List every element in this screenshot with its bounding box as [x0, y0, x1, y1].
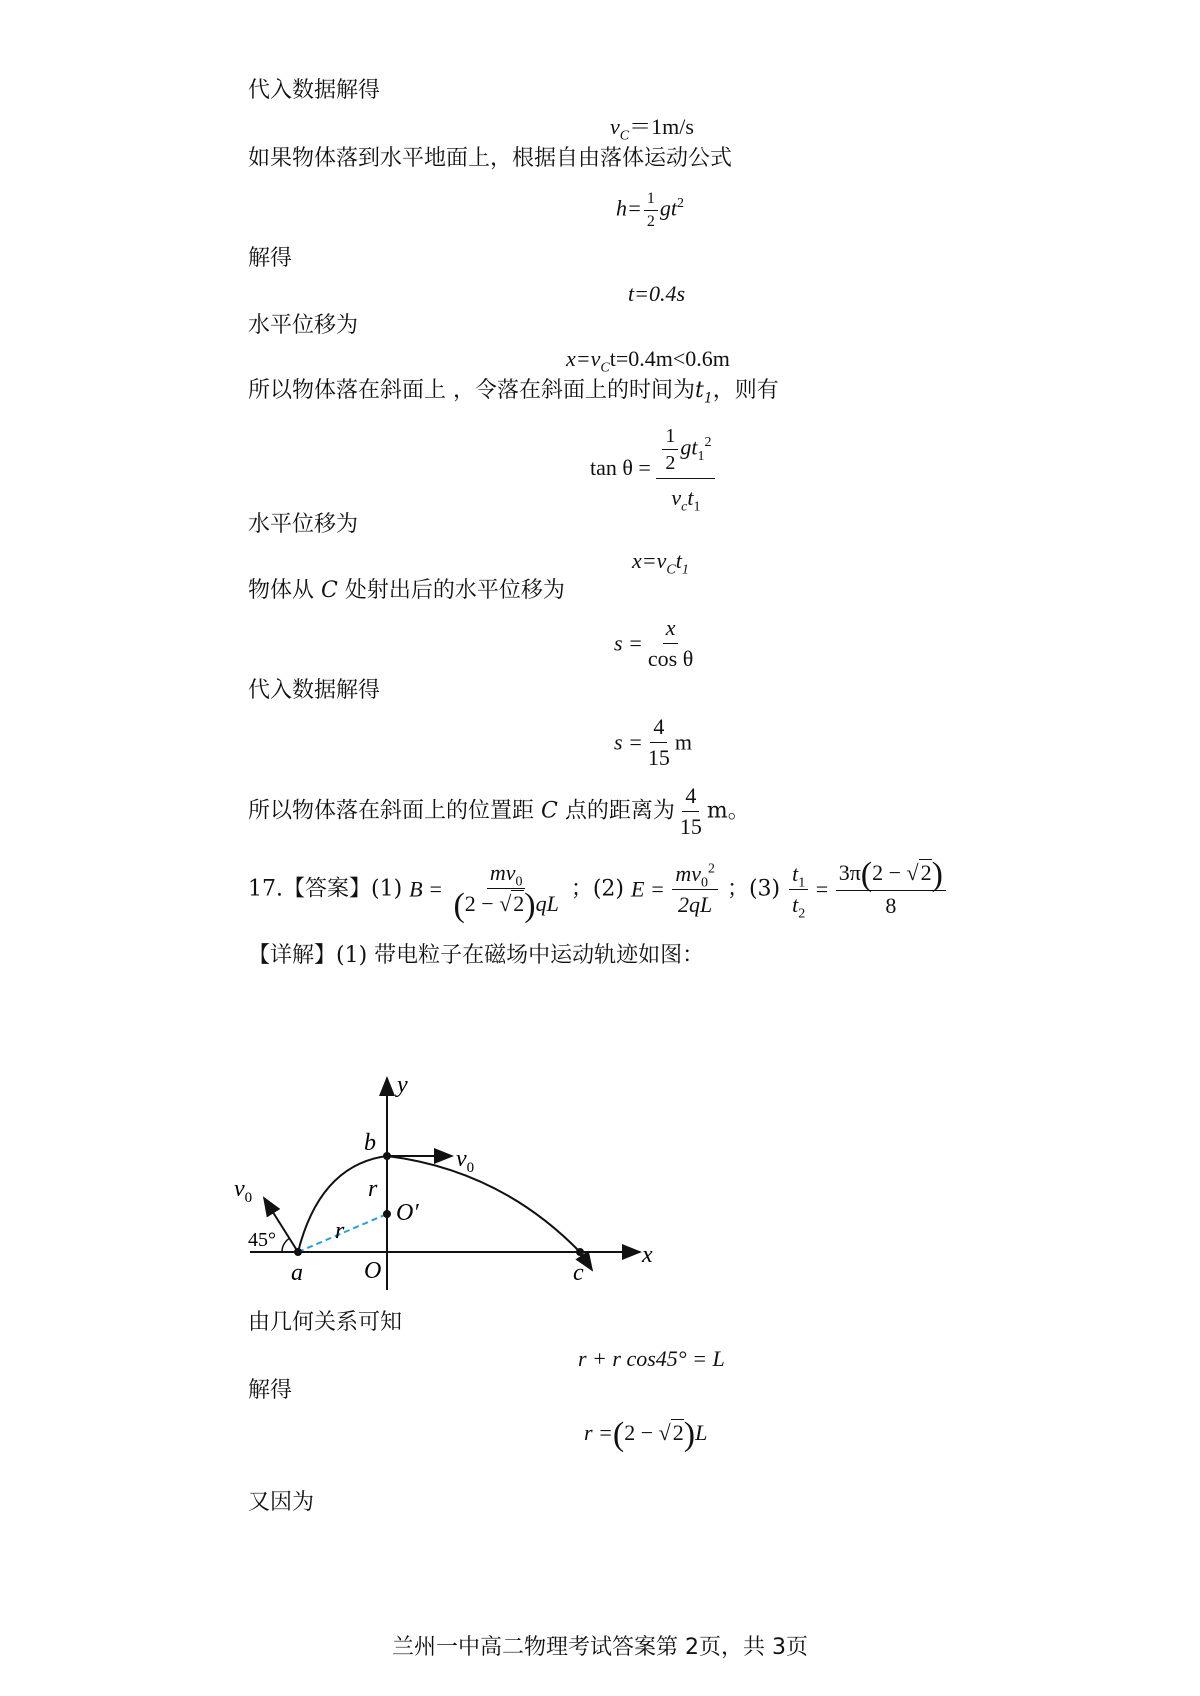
origin-label: O: [364, 1258, 382, 1284]
text-line: 所以物体落在斜面上 ，令落在斜面上的时间为$t_1$，则有: [248, 378, 779, 407]
text-line: 水平位移为: [248, 313, 359, 338]
v0-label-b: $v_0$: [456, 1146, 475, 1176]
trajectory-figure: [234, 1070, 660, 1300]
equation-radius: r =(2 − √2)L: [584, 1415, 708, 1453]
equation-vc: $v_C=1m/s$: [610, 114, 694, 144]
x-axis-label: x: [642, 1242, 653, 1268]
text-line: 代入数据解得: [248, 678, 381, 703]
equation-s-over-cos: s = $\frac{x}{\text{cos θ}}$: [614, 615, 694, 671]
equation-t-ratio: $\frac{t_1}{t_2}$ = $\frac{3\pi(2 - √2)}{8}$: [787, 860, 948, 919]
text-line: 水平位移为: [248, 512, 359, 537]
equation-tan-theta: tan θ = $\frac{1}{2}$ $gt_1^2$ $v_ct_1$: [590, 425, 715, 511]
equation-E: E = $\frac{mv_0^2}{2qL}$: [631, 861, 720, 918]
text-line: 代入数据解得: [248, 78, 381, 103]
point-a-label: a: [291, 1260, 303, 1286]
text-line: 所以物体落在斜面上的位置距 C 点的距离为 $\frac{4}{15}$ m。: [248, 783, 750, 839]
radius-label-dashed: r: [335, 1218, 345, 1244]
equation-free-fall: h= $\frac{1}{2}$ $gt^2$: [616, 190, 684, 230]
text-line: 由几何关系可知: [248, 1310, 403, 1335]
y-axis-label: y: [397, 1072, 408, 1098]
center-label: O′: [396, 1200, 419, 1226]
page-footer: 兰州一中高二物理考试答案第 2页，共 3页: [392, 1635, 808, 1660]
equation-s-value: s = $\frac{4}{15}$ m: [614, 714, 693, 770]
text-line: 又因为: [248, 1490, 315, 1515]
text-line: 解得: [248, 246, 293, 271]
point-c-label: c: [573, 1260, 584, 1286]
equation-time: t=0.4s: [628, 281, 686, 306]
equation-x-vct1: $x=v_Ct_1$: [632, 548, 689, 578]
point-b-label: b: [364, 1130, 376, 1156]
v0-label-a: $v_0$: [234, 1176, 253, 1206]
radius-label-vertical: r: [368, 1176, 378, 1202]
angle-label: 45°: [248, 1229, 276, 1251]
text-line: 物体从 C 处射出后的水平位移为: [248, 578, 565, 603]
text-line: 解得: [248, 1378, 293, 1403]
equation-B: B = $\frac{mv_0}{(2 - √2)qL}$: [409, 860, 559, 924]
equation-horizontal-displacement: $x=v_Ct=0.4m<0.6m$: [566, 346, 730, 376]
text-line: 【详解】(1) 带电粒子在磁场中运动轨迹如图：: [248, 943, 705, 968]
equation-geometry: r + r cos45° = L: [578, 1346, 725, 1371]
answer-17: 17.【答案】(1) B = $\frac{mv_0}{(2 - √2)qL}$ ；(2) E = $\frac{mv_0^2}{2qL}$ ；(3) $\frac{t_1}{t_2}$ = $\frac{3\pi(2 - √2)}{8}$: [248, 860, 948, 919]
text-line: 如果物体落到水平地面上，根据自由落体运动公式: [248, 146, 733, 171]
